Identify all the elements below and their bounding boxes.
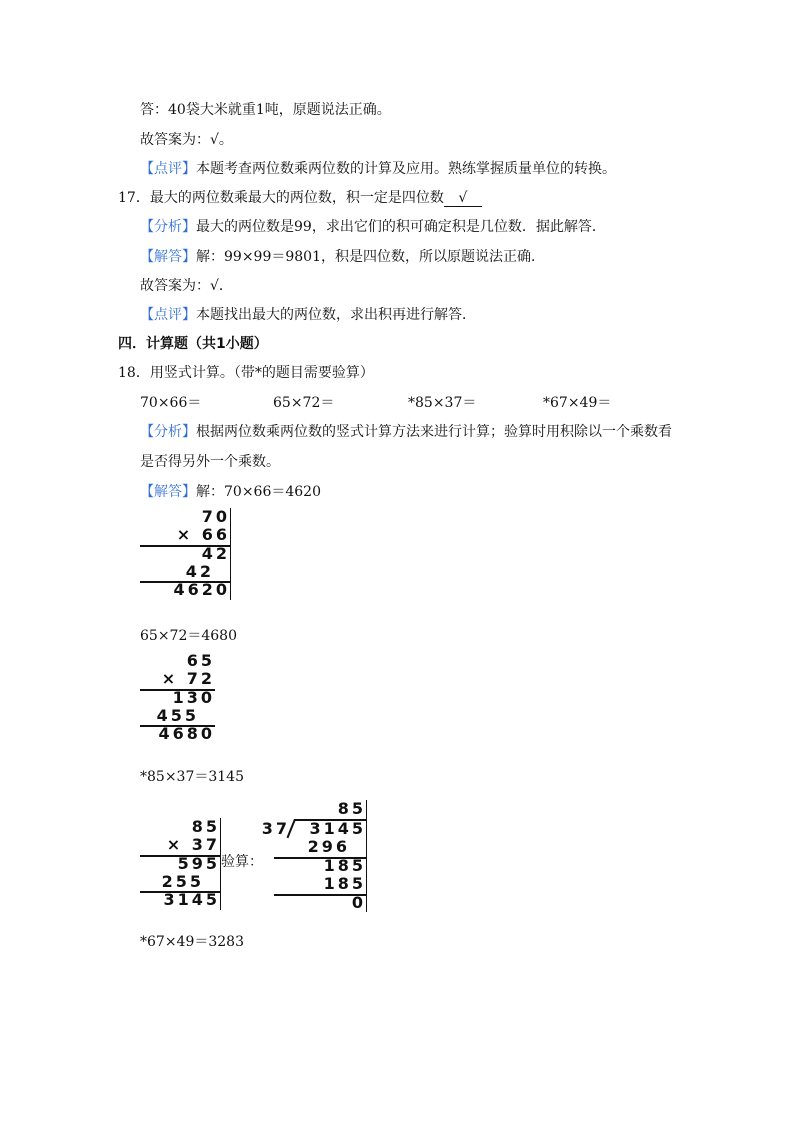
multiplier: × 66 xyxy=(176,525,230,544)
solution-text: 解：70×66＝4620 xyxy=(196,484,321,500)
partial-product-2: 42 xyxy=(185,562,214,581)
multiplicand: 85 xyxy=(191,817,220,836)
vertical-calc-2 xyxy=(140,652,215,744)
dividend: 3145 xyxy=(309,819,366,838)
section-heading: 四．计算题（共1小题） xyxy=(118,336,268,352)
analysis-text: 根据两位数乘两位数的竖式计算方法来进行计算；验算时用积除以一个乘数看 xyxy=(196,424,672,440)
divisor: 37 xyxy=(261,819,290,838)
analysis-text: 最大的两位数是99，求出它们的积可确定积是几位数．据此解答． xyxy=(196,219,606,235)
comment-line xyxy=(140,160,616,178)
result-line-3: *85×37＝3145 xyxy=(140,769,244,785)
solution-text: 解：99×99＝9801，积是四位数，所以原题说法正确． xyxy=(196,249,545,265)
comment-text: 本题找出最大的两位数，求出积再进行解答． xyxy=(196,307,476,323)
result-line-2: 65×72＝4680 xyxy=(140,628,237,644)
multiplicand: 70 xyxy=(201,507,230,526)
product: 3145 xyxy=(163,890,220,909)
analysis-18 xyxy=(140,423,672,441)
solution-tag: 【解答】 xyxy=(140,484,196,500)
partial-product-1: 595 xyxy=(177,854,220,873)
multiplicand: 65 xyxy=(186,651,215,670)
question-number: 17． xyxy=(118,190,150,206)
answer-line: 答：40袋大米就重1吨，原题说法正确。 xyxy=(140,102,391,118)
question-number: 18． xyxy=(118,365,150,381)
solution-17 xyxy=(140,248,545,266)
answer-blank: √ xyxy=(444,190,482,207)
answer-conclusion: 故答案为：√。 xyxy=(140,132,233,148)
vertical-calc-1 xyxy=(140,508,230,600)
question-text: 最大的两位数乘最大的两位数，积一定是四位数 xyxy=(149,190,444,206)
partial-product-1: 42 xyxy=(201,544,230,563)
result-line-4: *67×49＝3283 xyxy=(140,934,244,950)
expression-1: 70×66＝ xyxy=(140,395,202,411)
expression-4: *67×49＝ xyxy=(543,395,612,411)
comment-tag: 【点评】 xyxy=(140,307,196,323)
expression-3: *85×37＝ xyxy=(408,395,477,411)
multiplier: × 37 xyxy=(166,835,220,854)
solution-18 xyxy=(140,483,321,501)
question-text: 用竖式计算。（带*的题目需要验算） xyxy=(149,365,374,381)
vertical-calc-3 xyxy=(140,818,220,910)
solution-tag: 【解答】 xyxy=(140,249,196,265)
comment-tag: 【点评】 xyxy=(140,161,196,177)
remainder-step: 185 xyxy=(323,856,366,875)
verification-label: 验算： xyxy=(221,854,263,870)
margin-line xyxy=(230,508,231,600)
partial-product-2: 255 xyxy=(161,872,204,891)
question-17 xyxy=(118,189,482,207)
multiplier: × 72 xyxy=(161,669,215,688)
analysis-tag: 【分析】 xyxy=(140,424,196,440)
subtract-1: 296 xyxy=(307,837,350,856)
remainder: 0 xyxy=(351,893,366,912)
margin-line xyxy=(366,800,367,912)
quotient: 85 xyxy=(337,799,366,818)
comment-17 xyxy=(140,306,476,324)
long-division xyxy=(262,800,366,912)
analysis-tag: 【分析】 xyxy=(140,219,196,235)
comment-text: 本题考查两位数乘两位数的计算及应用。熟练掌握质量单位的转换。 xyxy=(196,161,616,177)
partial-product-1: 130 xyxy=(172,688,215,707)
product: 4680 xyxy=(158,724,215,743)
product: 4620 xyxy=(173,580,230,599)
analysis-18-cont: 是否得另外一个乘数。 xyxy=(140,454,280,470)
subtract-2: 185 xyxy=(323,874,366,893)
partial-product-2: 455 xyxy=(156,706,199,725)
answer-17: 故答案为：√． xyxy=(140,278,233,294)
question-18 xyxy=(118,364,374,382)
analysis-17 xyxy=(140,218,606,236)
expression-2: 65×72＝ xyxy=(273,395,335,411)
